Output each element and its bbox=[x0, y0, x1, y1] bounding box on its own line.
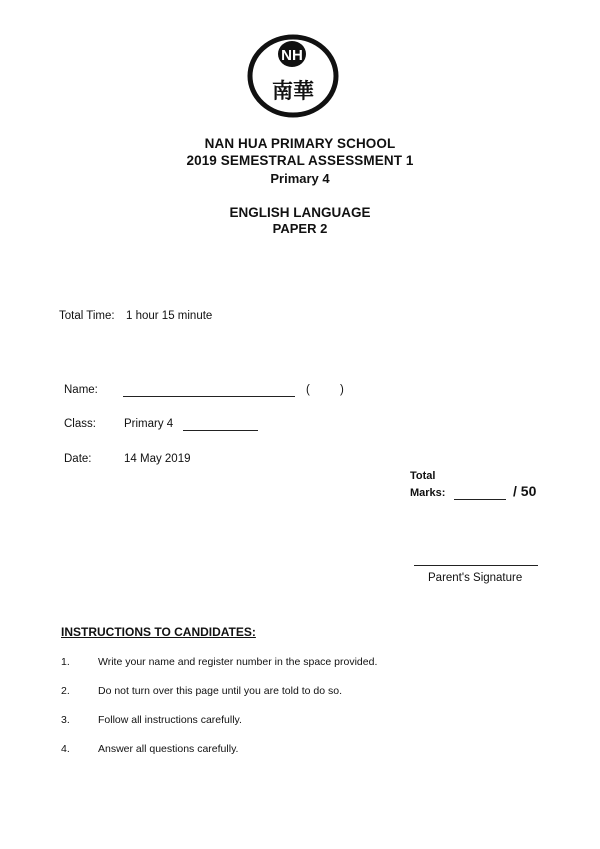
total-time-value: 1 hour 15 minute bbox=[126, 310, 213, 322]
register-paren-open: ( bbox=[306, 384, 310, 396]
date-label: Date: bbox=[64, 453, 92, 465]
marks-out-of: / 50 bbox=[513, 483, 537, 499]
marks-label: Marks: bbox=[410, 487, 446, 499]
level: Primary 4 bbox=[270, 171, 330, 186]
school-name: NAN HUA PRIMARY SCHOOL bbox=[204, 136, 396, 151]
marks-blank-line[interactable] bbox=[454, 499, 506, 500]
instructions-title: INSTRUCTIONS TO CANDIDATES: bbox=[61, 625, 256, 639]
logo-initials: NH bbox=[281, 47, 303, 64]
school-logo bbox=[246, 34, 340, 118]
logo-chinese-name: 南華 bbox=[272, 79, 314, 103]
instruction-text: Write your name and register number in the space provided. bbox=[98, 656, 378, 668]
signature-label: Parent's Signature bbox=[428, 572, 523, 584]
total-time-label: Total Time: bbox=[59, 310, 115, 322]
instruction-text: Do not turn over this page until you are told to do so. bbox=[98, 685, 342, 697]
name-label: Name: bbox=[64, 384, 98, 396]
instruction-text: Follow all instructions carefully. bbox=[98, 714, 242, 726]
total-label: Total bbox=[410, 470, 436, 482]
instruction-text: Answer all questions carefully. bbox=[98, 743, 239, 755]
date-value: 14 May 2019 bbox=[124, 453, 191, 465]
subject-title: ENGLISH LANGUAGE bbox=[229, 205, 371, 220]
class-blank-line[interactable] bbox=[183, 430, 258, 431]
name-blank-line[interactable] bbox=[123, 396, 295, 397]
instruction-number: 3. bbox=[61, 714, 70, 726]
paper-number: PAPER 2 bbox=[272, 221, 328, 236]
instruction-number: 4. bbox=[61, 743, 70, 755]
class-label: Class: bbox=[64, 418, 96, 430]
register-paren-close: ) bbox=[340, 384, 344, 396]
instruction-number: 2. bbox=[61, 685, 70, 697]
class-value: Primary 4 bbox=[124, 418, 174, 430]
signature-line[interactable] bbox=[414, 565, 538, 566]
instruction-number: 1. bbox=[61, 656, 70, 668]
assessment-title: 2019 SEMESTRAL ASSESSMENT 1 bbox=[186, 153, 414, 168]
